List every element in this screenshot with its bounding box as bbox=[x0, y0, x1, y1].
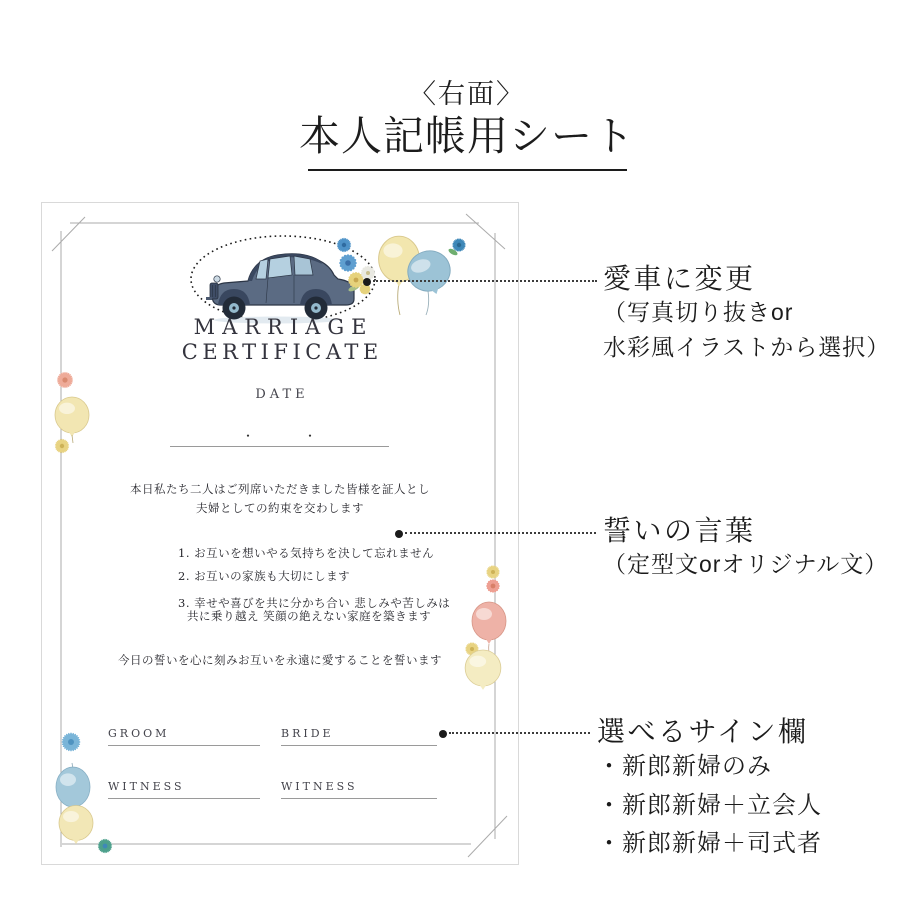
vow-closing: 今日の誓いを心に刻みお互いを永遠に愛することを誓います bbox=[118, 653, 442, 667]
marriage-heading-line1: MARRIAGE bbox=[193, 315, 374, 339]
vow-item: 共に乗り越え 笑顔の絶えない家庭を築きます bbox=[187, 609, 432, 623]
annotation-line: （定型文orオリジナル文） bbox=[603, 551, 889, 577]
title-underline bbox=[308, 169, 627, 171]
side-label: 〈右面〉 bbox=[409, 79, 525, 109]
garland-left-icon bbox=[47, 363, 107, 463]
vow-intro-line: 夫婦としての約束を交わします bbox=[196, 501, 364, 515]
signature-cell-witness-1 bbox=[108, 780, 260, 799]
annotation-line: ・新郎新婦のみ bbox=[597, 753, 772, 780]
annotation-title: 選べるサイン欄 bbox=[597, 716, 809, 747]
annotation-line: ・新郎新婦＋司式者 bbox=[597, 830, 822, 857]
annotation-car bbox=[603, 263, 890, 365]
callout-line-vow bbox=[405, 532, 596, 534]
vow-item: 1. お互いを想いやる気持ちを決して忘れません bbox=[178, 546, 435, 560]
vintage-car-icon bbox=[206, 254, 354, 324]
car-illustration bbox=[187, 233, 387, 328]
annotation-title: 愛車に変更 bbox=[603, 263, 756, 294]
date-write-line bbox=[170, 446, 389, 447]
annotation-line: 水彩風イラストから選択） bbox=[603, 334, 891, 360]
vow-item: 3. 幸せや喜びを共に分かち合い 悲しみや苦しみは bbox=[178, 596, 451, 610]
balloons-top-right-icon bbox=[371, 225, 471, 317]
signature-cell-bride bbox=[281, 727, 437, 746]
signature-label: WITNESS bbox=[281, 780, 358, 793]
callout-dot-vow bbox=[395, 530, 403, 538]
vow-item: 2. お互いの家族も大切にします bbox=[178, 569, 351, 583]
callout-line-car bbox=[373, 280, 597, 282]
date-separator-dot: ・ bbox=[304, 429, 317, 443]
signature-label: GROOM bbox=[108, 727, 170, 740]
annotation-title: 誓いの言葉 bbox=[603, 515, 756, 546]
date-label: DATE bbox=[255, 387, 309, 402]
annotation-line: ・新郎新婦＋立会人 bbox=[597, 791, 822, 819]
annotation-signature bbox=[597, 716, 822, 864]
page-title: 本人記帳用シート bbox=[299, 113, 635, 159]
callout-dot-signature bbox=[439, 730, 447, 738]
date-separator-dot: ・ bbox=[242, 429, 255, 443]
callout-line-signature bbox=[449, 732, 590, 734]
signature-cell-witness-2 bbox=[281, 780, 437, 799]
annotation-line: （写真切り抜きor bbox=[603, 299, 794, 325]
marriage-heading-line2: CERTIFICATE bbox=[181, 340, 383, 364]
signature-label: WITNESS bbox=[108, 780, 185, 793]
callout-dot-car bbox=[363, 278, 371, 286]
signature-label: BRIDE bbox=[281, 727, 334, 740]
vow-intro bbox=[42, 480, 518, 518]
garland-right-icon bbox=[455, 556, 519, 701]
signature-cell-groom bbox=[108, 727, 260, 746]
marriage-heading bbox=[42, 315, 518, 364]
annotation-vow bbox=[603, 515, 888, 582]
vow-intro-line: 本日私たち二人はご列席いただきました皆様を証人とし bbox=[130, 482, 430, 496]
